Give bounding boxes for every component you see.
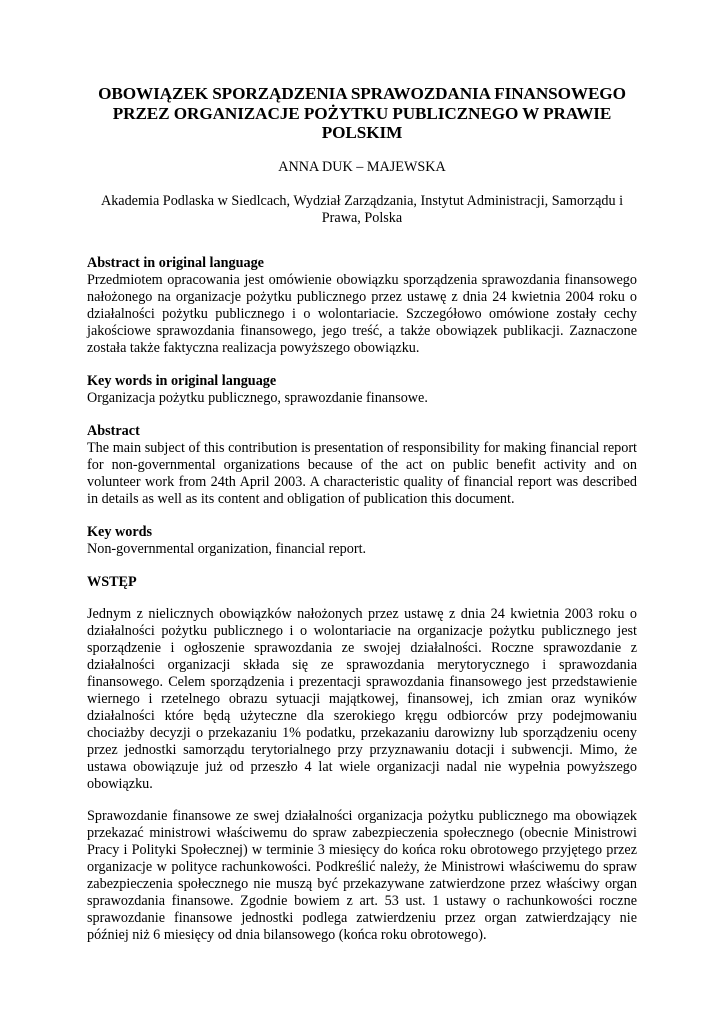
abstract-section [87,423,637,508]
keywords-text: Non-governmental organization, financial report. [87,540,367,557]
abstract-text: The main subject of this contribution is presentation of responsibility for making financial report for non-governmental organizations because of the act on public benefit activity and on volunteer work from 24th April 2003. A characteristic quality of financial report was described in details as well as its content and obligation of publication this document. [87,439,637,507]
section-heading: WSTĘP [87,573,137,590]
paper-title: OBOWIĄZEK SPORZĄDZENIA SPRAWOZDANIA FINANSOWEGO PRZEZ ORGANIZACJE POŻYTKU PUBLICZNEGO W PRAWIE POLSKIM [98,84,626,142]
keywords-original-section [87,373,637,407]
author-name: ANNA DUK – MAJEWSKA [278,158,446,175]
keywords-original-heading: Key words in original language [87,372,277,389]
abstract-original-heading: Abstract in original language [87,254,264,271]
abstract-original-text: Przedmiotem opracowania jest omówienie obowiązku sporządzenia sprawozdania finansowego nałożonego na organizacje pożytku publicznego przez ustawę z dnia 24 kwietnia 2004 roku o działalności pożytku publicznego i o wolontariacie. Szczegółowo omówione zostały cechy jakościowe sprawozdania finansowego, jego treść, a także obowiązek publikacji. Zaznaczone została także faktyczna realizacja powyższego obowiązku. [87,271,637,356]
keywords-heading: Key words [87,523,153,540]
keywords-section [87,524,637,558]
abstract-original-section [87,255,637,357]
keywords-original-text: Organizacja pożytku publicznego, sprawozdanie finansowe. [87,389,428,406]
author-affiliation: Akademia Podlaska w Siedlcach, Wydział Zarządzania, Instytut Administracji, Samorządu i Prawa, Polska [100,192,624,226]
body-paragraph: Sprawozdanie finansowe ze swej działalności organizacja pożytku publicznego ma obowiązek przekazać ministrowi właściwemu do spraw zabezpieczenia społecznego (obecnie Ministrowi Pracy i Polityki Społecznej) w terminie 3 miesięcy do końca roku obrotowego przyjętego przez organizacje w polityce rachunkowości. Podkreślić należy, że Ministrowi właściwemu do spraw zabezpieczenia społecznego nie muszą być przekazywane zatwierdzone przez właściwy organ sprawozdania finansowe. Zgodnie bowiem z art. 53 ust. 1 ustawy o rachunkowości roczne sprawozdanie finansowe jednostki podlega zatwierdzeniu przez organ zatwierdzający nie później niż 6 miesięcy od dnia bilansowego (końca roku obrotowego). [87,807,637,943]
abstract-heading: Abstract [87,422,140,439]
paper-page [87,84,637,944]
body-paragraph: Jednym z nielicznych obowiązków nałożonych przez ustawę z dnia 24 kwietnia 2003 roku o działalności pożytku publicznego i o wolontariacie na organizacje pożytku publicznego jest sporządzenie i ogłoszenie sprawozdania ze swojej działalności. Roczne sprawozdanie z działalności organizacji składa się ze sprawozdania merytorycznego i sprawozdania finansowego. Celem sporządzenia i prezentacji sprawozdania finansowego jest przedstawienie wiernego i rzetelnego obrazu sytuacji majątkowej, finansowej, ich zmian oraz wyników działalności które będą użyteczne dla szerokiego kręgu odbiorców przy podejmowaniu chociażby decyzji o przekazaniu 1% podatku, przekazaniu darowizny lub sporządzeniu oceny przez jednostki samorządu terytorialnego przy przyznawaniu dotacji i subwencji. Mimo, że ustawa obowiązuje już od przeszło 4 lat wiele organizacji nadal nie wypełnia powyższego obowiązku. [87,605,637,792]
